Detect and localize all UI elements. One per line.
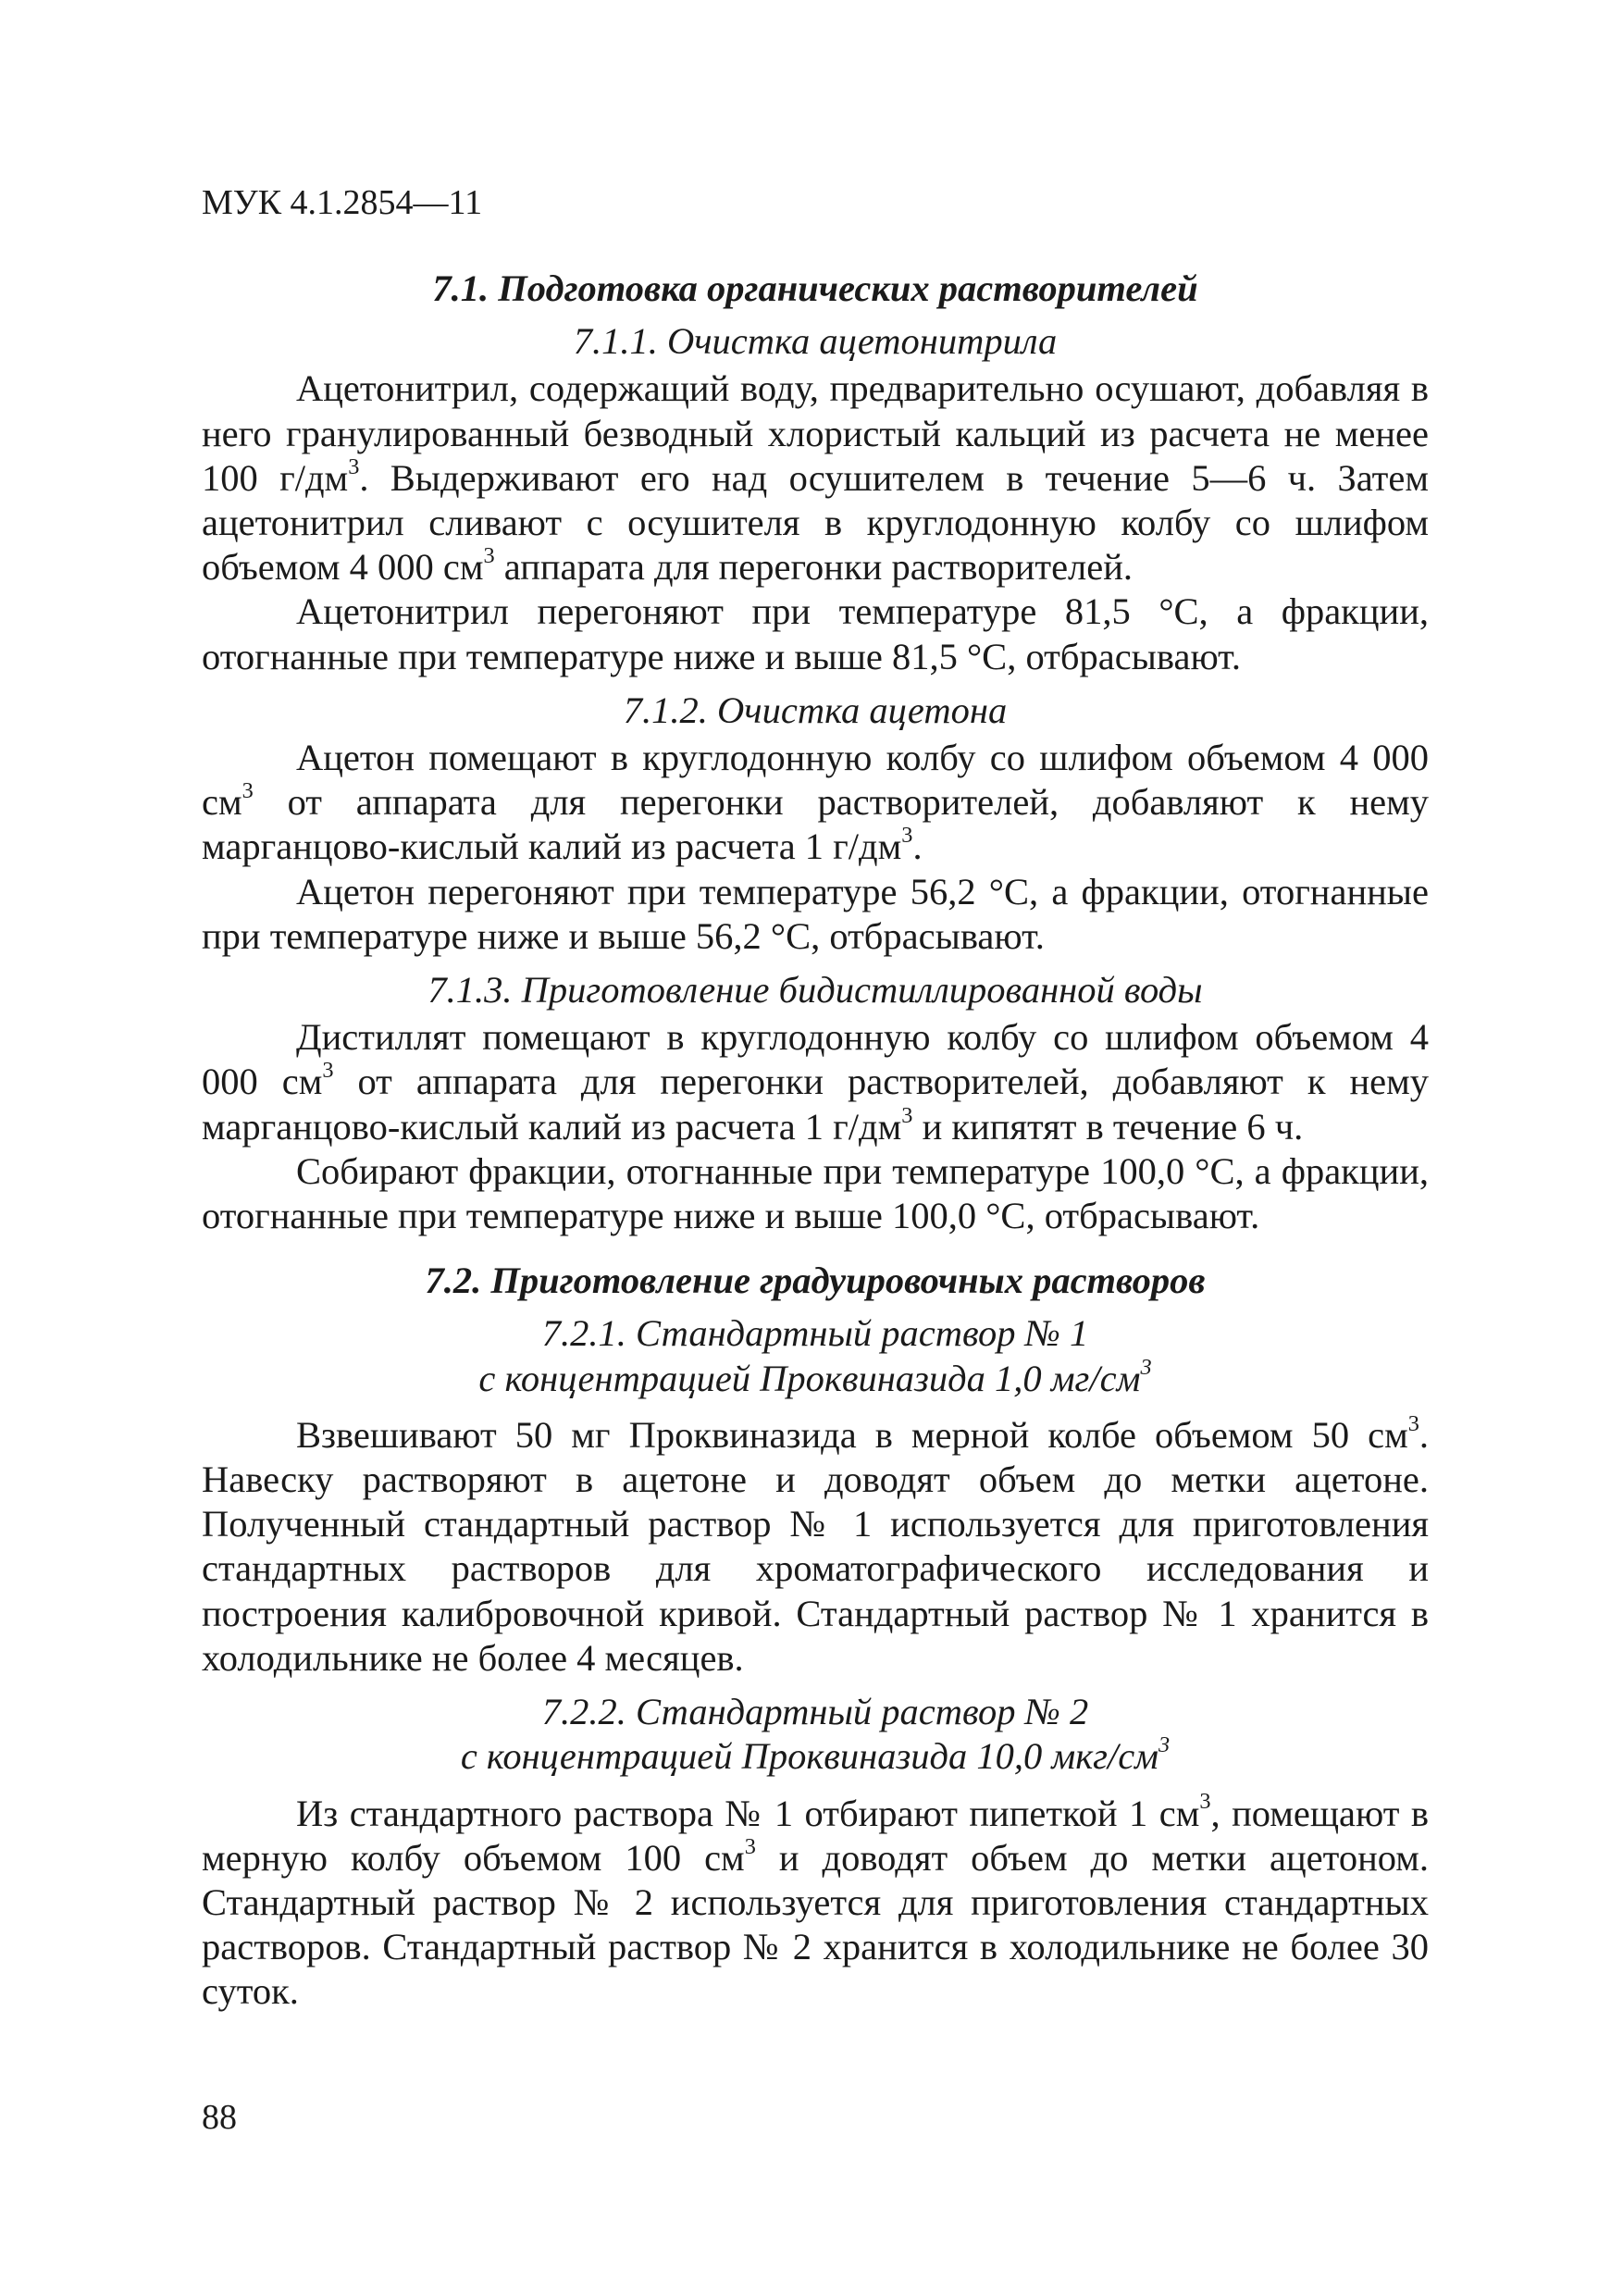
subsection-heading-7-2-1 [202, 1311, 1429, 1400]
running-header: МУК 4.1.2854—11 [202, 183, 483, 222]
superscript: 3 [242, 778, 254, 804]
subsection-heading-7-2-2 [202, 1690, 1429, 1779]
subsection-heading-7-1-3: 7.1.3. Приготовление бидистиллированной воды [427, 969, 1203, 1011]
paragraph-7-1-3-second: Собирают фракции, отогнанные при температуре 100,0 °С, а фракции, отогнанные при температуре ниже и выше 100,0 °С, отбрасывают. [202, 1149, 1429, 1237]
superscript: 3 [1140, 1354, 1152, 1380]
superscript: 3 [901, 823, 913, 849]
paragraph-7-1-2-second: Ацетон перегоняют при температуре 56,2 °С, а фракции, отогнанные при температуре ниже и выше 56,2 °С, отбрасывают. [202, 870, 1429, 957]
paragraph-7-1-3-first: Дистиллят помещают в круглодонную колбу со шлифом объемом 4 000 $см^3$ от аппарата для перегонки растворителей, добавляют к нему марганцово-кислый калий из расчета 1 $г/дм^3$ и кипятят в течение 6 ч. [202, 1016, 1430, 1148]
section-heading-7-1: 7.1. Подготовка органических растворителей [432, 267, 1198, 309]
subsection-heading-7-2-2-line2: с концентрацией Проквиназида 10,0 мкг/$см^3$ [460, 1732, 1171, 1778]
subsection-heading-7-2-2-line1: 7.2.2. Стандартный раствор № 2 [541, 1691, 1089, 1733]
subsection-heading-7-2-1-line2: с концентрацией Проквиназида 1,0 $мг/см^3$ [478, 1354, 1152, 1399]
paragraph-7-2-1: Взвешивают 50 мг Проквиназида в мерной колбе объемом 50 $см^3$. Навеску растворяют в ацетоне и доводят объем до метки ацетоне. Полученный стандартный раствор № 1 используется для приготовления стандартных растворов для хроматографического исследования и построения калибровочной кривой. Стандартный раствор № 1 хранится в холодильнике не более 4 месяцев. [202, 1410, 1429, 1679]
superscript: 3 [901, 1102, 913, 1128]
subsection-heading-7-1-2: 7.1.2. Очистка ацетона [623, 689, 1008, 731]
superscript: 3 [483, 543, 495, 569]
paragraph-7-1-1-first: Ацетонитрил, содержащий воду, предварительно осушают, добавляя в него гранулированный безводный хлористый кальций из расчета не менее 100 $г/дм^3$. Выдерживают его над осушителем в течение 5—6 ч. Затем ацетонитрил сливают с осушителя в круглодонную колбу со шлифом объемом 4 000 $см^3$ аппарата для перегонки растворителей. [202, 367, 1429, 589]
paragraph-7-1-2-first: Ацетон помещают в круглодонную колбу со шлифом объемом 4 000 $см^3$ от аппарата для перегонки растворителей, добавляют к нему марганцово-кислый калий из расчета 1 $г/дм^3$. [202, 737, 1429, 868]
superscript: 3 [1158, 1732, 1171, 1758]
page-content [202, 267, 1429, 2015]
section-heading-7-2: 7.2. Приготовление градуировочных растворов [425, 1260, 1206, 1302]
paragraph-7-1-1-second: Ацетонитрил перегоняют при температуре 81,5 °С, а фракции, отогнанные при температуре ниже и выше 81,5 °С, отбрасывают. [202, 590, 1429, 677]
paragraph-7-2-2: Из стандартного раствора № 1 отбирают пипеткой 1 $см^3$, помещают в мерную колбу объемом 100 $см^3$ и доводят объем до метки ацетоном. Стандартный раствор № 2 используется для приготовления стандартных растворов. Стандартный раствор № 2 хранится в холодильнике не более 30 суток. [202, 1789, 1429, 2013]
subsection-heading-7-1-1: 7.1.1. Очистка ацетонитрила [573, 320, 1058, 363]
subsection-heading-7-2-1-line1: 7.2.1. Стандартный раствор № 1 [541, 1312, 1089, 1355]
page-number: 88 [202, 2098, 237, 2137]
superscript: 3 [1407, 1410, 1419, 1436]
superscript: 3 [744, 1833, 756, 1859]
superscript: 3 [322, 1058, 334, 1084]
superscript: 3 [1199, 1789, 1211, 1815]
superscript: 3 [348, 453, 360, 479]
